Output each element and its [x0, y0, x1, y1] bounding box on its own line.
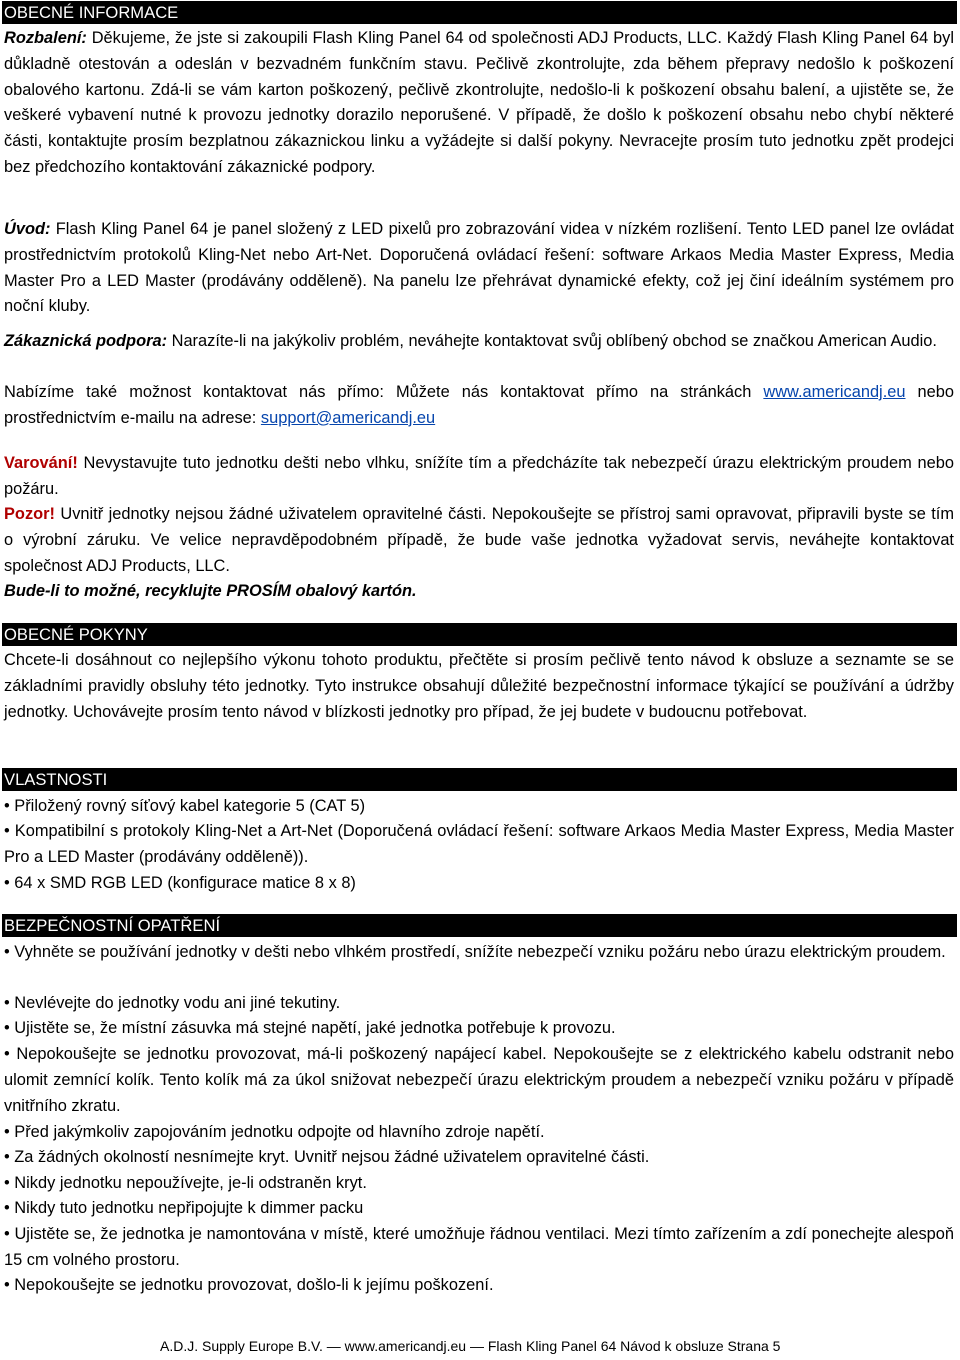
contact-text: Nabízíme také možnost kontaktovat nás přímo: Můžete nás kontaktovat přímo na stránkách — [4, 383, 764, 401]
recycle-notice — [4, 579, 954, 605]
unpacking-text: Děkujeme, že jste si zakoupili Flash Kling Panel 64 od společnosti ADJ Products, LLC. Každý Flash Kling Panel 64 byl důkladně otestován a odeslán v bezvadném funkčním stavu. Pečlivě zkontrolujte, zda během přepravy nedošlo k poškození obalového kartonu. Zdá-li se vám karton poškozený, pečlivě zkontrolujte, nedošlo-li k poškození obsahu balení, a ujistěte se, že veškeré vybavení nutné k provozu jednotky dorazilo neporušené. V případě, že došlo k poškození obsahu nebo chybí některé části, kontaktujte prosím bezplatnou zákaznickou linku a vyžádejte si další pokyny. Nevracejte prosím tuto jednotku zpět prodejci bez předchozího kontaktování zákaznické podpory. — [4, 29, 954, 176]
contact-text-2: nebo prostřednictvím e-mailu na adrese: — [4, 383, 954, 427]
feature-item: • Kompatibilní s protokoly Kling-Net a Art-Net (Doporučená ovládací řešení: software Arkaos Media Master Express, Media Master Pro a LED Master (prodávány odděleně)). — [4, 822, 954, 866]
section-header-general-info: OBECNÉ INFORMACE — [2, 1, 957, 24]
general-instructions-paragraph: Chcete-li dosáhnout co nejlepšího výkonu tohoto produktu, přečtěte si prosím pečlivě tento návod k obsluze a seznamte se se základními pravidly obsluhy této jednotky. Tyto instrukce obsahují důležité bezpečnostní informace týkající se používání a údržby jednotky. Uchovávejte prosím tento návod v blízkosti jednotky pro případ, že jej budete v budoucnu potřebovat. — [4, 651, 954, 721]
feature-item: • Přiložený rovný síťový kabel kategorie 5 (CAT 5) — [4, 797, 366, 815]
safety-item: • Před jakýmkoliv zapojováním jednotku odpojte od hlavního zdroje napětí. — [4, 1123, 545, 1141]
website-link[interactable]: www.americandj.eu — [763, 383, 906, 401]
section-header-safety: BEZPEČNOSTNÍ OPATŘENÍ — [2, 914, 957, 937]
caution-paragraph — [4, 502, 954, 579]
safety-item: • Nevlévejte do jednotky vodu ani jiné tekutiny. — [4, 994, 341, 1012]
safety-item: • Ujistěte se, že jednotka je namontována v místě, které umožňuje řádnou ventilaci. Mezi tímto zařízením a zdí ponechejte alespoň 15 cm volného prostoru. — [4, 1225, 954, 1269]
recycle-text: Bude-li to možné, recyklujte PROSÍM obalový kartón. — [4, 582, 417, 600]
safety-item: • Nikdy tuto jednotku nepřipojujte k dimmer packu — [4, 1199, 364, 1217]
caution-text: Uvnitř jednotky nejsou žádné uživatelem opravitelné části. Nepokoušejte se přístroj sami opravovat, připravili byste se tím o výrobní záruku. Ve velice nepravděpodobném případě, že bude vaše jednotka vyžadovat servis, neváhejte kontaktovat společnost ADJ Products, LLC. — [4, 505, 954, 575]
unpacking-label: Rozbalení: — [4, 29, 87, 47]
section-header-general-instructions: OBECNÉ POKYNY — [2, 623, 957, 646]
unpacking-paragraph — [4, 26, 954, 181]
support-label: Zákaznická podpora: — [4, 332, 168, 350]
support-paragraph — [4, 329, 954, 355]
support-text: Narazíte-li na jakýkoliv problém, neváhejte kontaktovat svůj oblíbený obchod se značkou American Audio. — [167, 332, 937, 350]
email-link[interactable]: support@americandj.eu — [260, 408, 436, 427]
warning-text: Nevystavujte tuto jednotku dešti nebo vlhku, snížíte tím a předcházíte tak nebezpečí úrazu elektrickým proudem nebo požáru. — [4, 454, 954, 498]
page-footer: A.D.J. Supply Europe B.V. — www.americandj.eu — Flash Kling Panel 64 Návod k obsluze Strana 5 — [160, 1338, 781, 1354]
safety-item: • Ujistěte se, že místní zásuvka má stejné napětí, jaké jednotka potřebuje k provozu. — [4, 1019, 616, 1037]
caution-label: Pozor! — [4, 505, 55, 523]
contact-paragraph — [4, 380, 954, 432]
safety-item: • Nepokoušejte se jednotku provozovat, má-li poškozený napájecí kabel. Nepokoušejte se z elektrického kabelu odstranit nebo ulomit zemnící kolík. Tento kolík má za úkol snižovat nebezpečí úrazu elektrickým proudem a nebezpečí vzniku požáru v případě vnitřního zkratu. — [4, 1045, 954, 1115]
safety-item: • Vyhněte se používání jednotky v dešti nebo vlhkém prostředí, snížíte nebezpečí vzniku požáru nebo úrazu elektrickým proudem. — [4, 943, 946, 961]
safety-item: • Nepokoušejte se jednotku provozovat, došlo-li k jejímu poškození. — [4, 1276, 494, 1294]
safety-item: • Nikdy jednotku nepoužívejte, je-li odstraněn kryt. — [4, 1174, 367, 1192]
intro-paragraph — [4, 217, 954, 320]
warning-label: Varování! — [4, 454, 78, 472]
intro-label: Úvod: — [4, 220, 51, 238]
section-header-features: VLASTNOSTI — [2, 768, 957, 791]
safety-item: • Za žádných okolností nesnímejte kryt. Uvnitř nejsou žádné uživatelem opravitelné části. — [4, 1148, 650, 1166]
warning-paragraph — [4, 451, 954, 503]
intro-text: Flash Kling Panel 64 je panel složený z LED pixelů pro zobrazování videa v nízkém rozlišení. Tento LED panel lze ovládat prostřednictvím protokolů Kling-Net nebo Art-Net. Doporučená ovládací řešení: software Arkaos Media Master Express, Media Master Pro a LED Master (prodávány odděleně). Na panelu lze přehrávat dynamické efekty, což jej činí ideálním systémem pro noční kluby. — [4, 220, 954, 316]
feature-item: • 64 x SMD RGB LED (konfigurace matice 8 x 8) — [4, 874, 356, 892]
